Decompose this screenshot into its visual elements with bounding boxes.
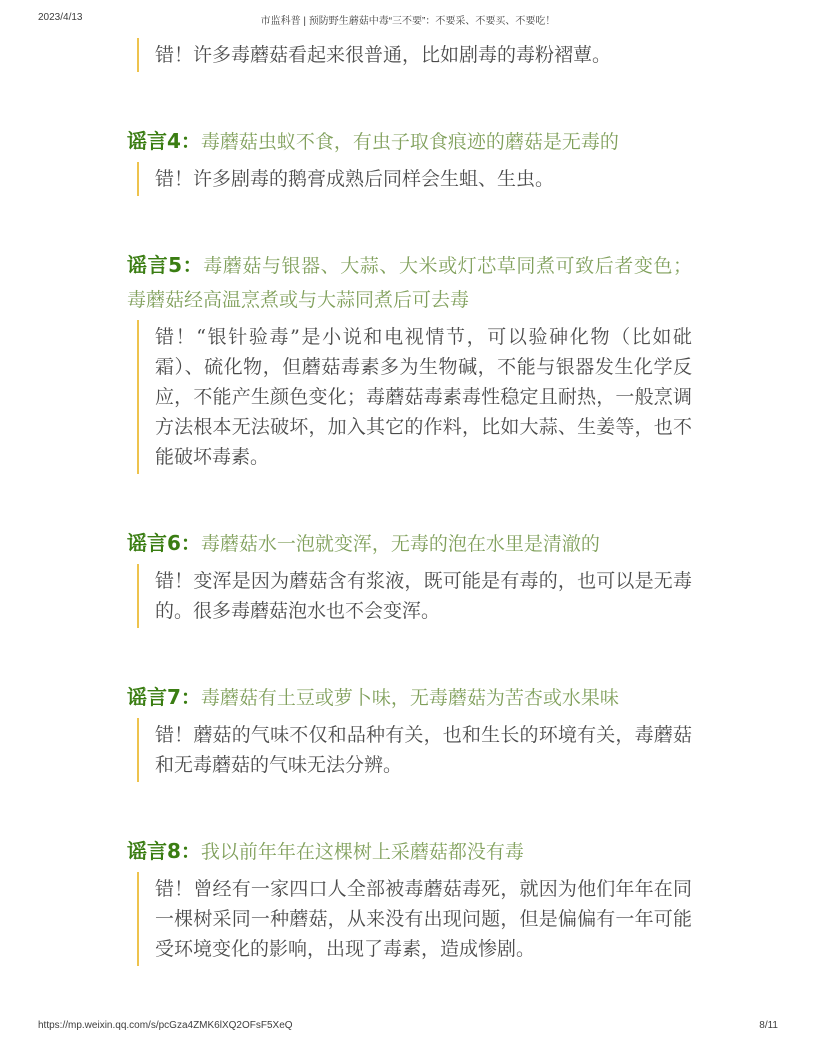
rumor-heading: [127, 834, 692, 869]
rumor-label: 谣言5：: [127, 253, 204, 277]
source-url: https://mp.weixin.qq.com/s/pcGza4ZMK6lXQ2OFsF5XeQ: [38, 1020, 293, 1031]
rumor-claim: 毒蘑菇与银器、大蒜、大米或灯芯草同煮可致后者变色；毒蘑菇经高温烹煮或与大蒜同煮后可去毒: [127, 255, 692, 311]
rumor-answer-text: 错！变浑是因为蘑菇含有浆液，既可能是有毒的，也可以是无毒的。很多毒蘑菇泡水也不会变浑。: [155, 570, 692, 622]
rumor-heading: [127, 124, 692, 159]
document-title: 市监科普 | 预防野生蘑菇中毒“三不要”：不要采、不要买、不要吃！: [260, 16, 556, 27]
rumor-section-7: [127, 680, 692, 782]
rumor-answer-text: 错！许多剧毒的鹅膏成熟后同样会生蛆、生虫。: [155, 168, 555, 190]
print-footer: [38, 1020, 778, 1034]
page-number: 8/11: [759, 1020, 778, 1031]
print-header: [38, 12, 778, 28]
rumor-section-6: [127, 526, 692, 628]
rumor-answer-text: 错！“银针验毒”是小说和电视情节，可以验砷化物（比如砒霜）、硫化物，但蘑菇毒素多为生物碱，不能与银器发生化学反应，不能产生颜色变化；毒蘑菇毒素毒性稳定且耐热，一般烹调方法根本无法破坏，加入其它的作料，比如大蒜、生姜等，也不能破坏毒素。: [155, 326, 692, 468]
rumor-claim: 毒蘑菇水一泡就变浑，无毒的泡在水里是清澈的: [200, 533, 600, 555]
rumor-label: 谣言8：: [127, 839, 201, 863]
article-content: [127, 38, 692, 966]
print-date: 2023/4/13: [38, 12, 83, 23]
rumor-answer-block: [137, 320, 692, 474]
rumor-section-4: [127, 124, 692, 196]
rumor-claim: 毒蘑菇虫蚁不食，有虫子取食痕迹的蘑菇是无毒的: [200, 131, 619, 153]
rumor-answer-block: [137, 718, 692, 782]
rumor-answer-block: [137, 872, 692, 966]
rumor-claim: 我以前年年在这棵树上采蘑菇都没有毒: [200, 841, 524, 863]
continuation-answer-text: 错！许多毒蘑菇看起来很普通，比如剧毒的毒粉褶蕈。: [155, 44, 612, 66]
rumor-answer-block: [137, 162, 692, 196]
rumor-label: 谣言6：: [127, 531, 201, 555]
rumor-heading: [127, 680, 692, 715]
rumor-answer-block: [137, 564, 692, 628]
rumor-answer-text: 错！曾经有一家四口人全部被毒蘑菇毒死，就因为他们年年在同一棵树采同一种蘑菇，从来没有出现问题，但是偏偏有一年可能受环境变化的影响，出现了毒素，造成惨剧。: [155, 878, 692, 960]
rumor-section-8: [127, 834, 692, 966]
rumor-label: 谣言7：: [127, 685, 201, 709]
continuation-answer-block: [137, 38, 692, 72]
rumor-answer-text: 错！蘑菇的气味不仅和品种有关，也和生长的环境有关，毒蘑菇和无毒蘑菇的气味无法分辨。: [155, 724, 692, 776]
rumor-heading: [127, 248, 692, 317]
rumor-section-5: [127, 248, 692, 474]
rumor-label: 谣言4：: [127, 129, 201, 153]
rumor-heading: [127, 526, 692, 561]
rumor-claim: 毒蘑菇有土豆或萝卜味，无毒蘑菇为苦杏或水果味: [200, 687, 619, 709]
